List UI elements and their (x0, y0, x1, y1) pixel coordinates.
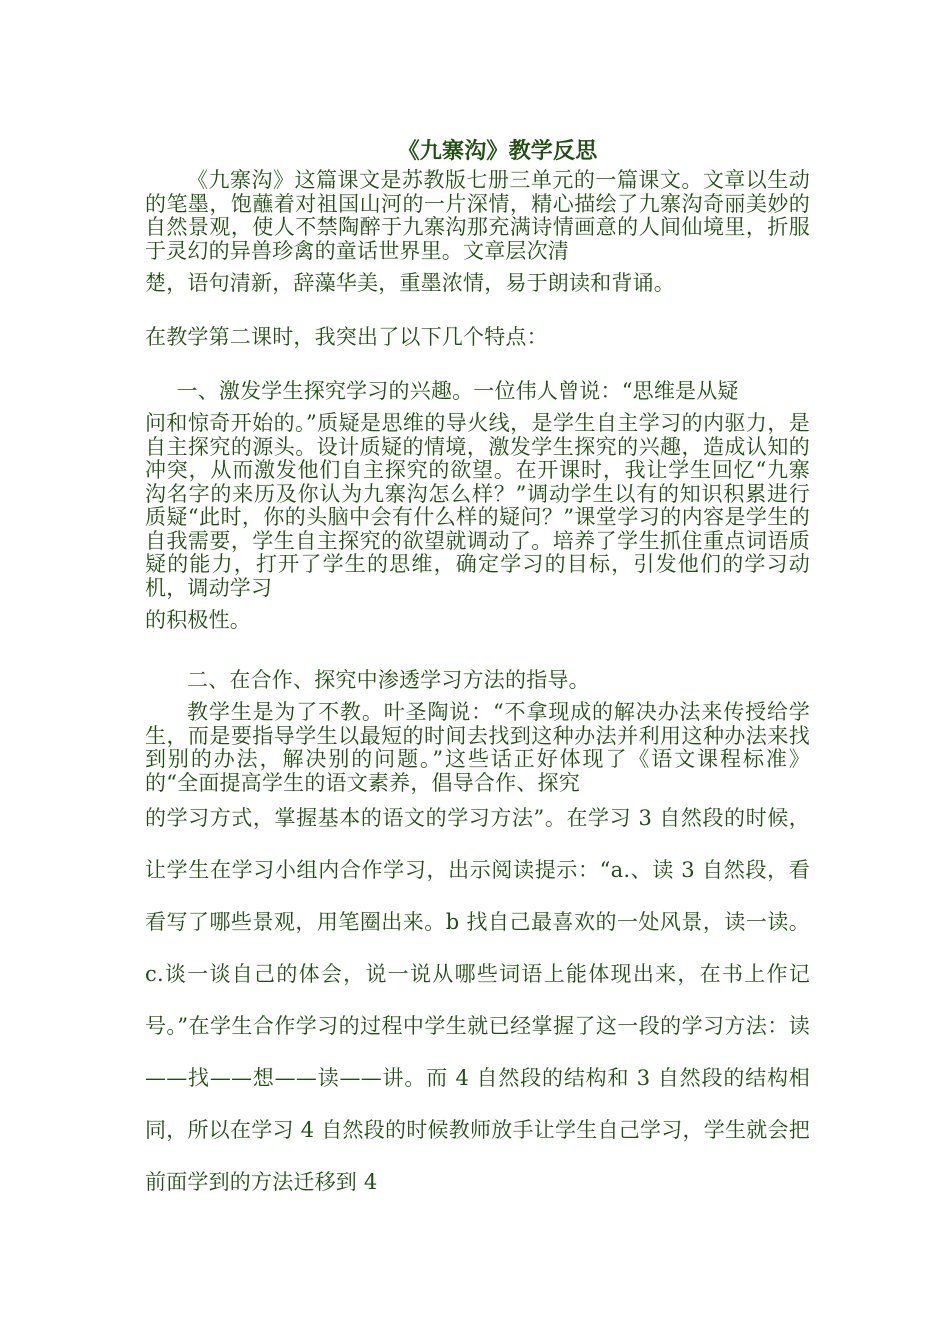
paragraph-point-one-end: 的积极性。 (145, 608, 251, 632)
paragraph-point-one-heading: 一、激发学生探究学习的兴趣。一位伟人曾说：“思维是从疑 (176, 379, 739, 403)
document-body (145, 133, 810, 1208)
paragraph-intro-continued: 楚，语句清新，辞藻华美，重墨浓情，易于朗读和背诵。 (145, 271, 675, 295)
paragraph-point-two-methods: 的学习方式，掌握基本的语文的学习方法”。在学习 3 自然段的时候，让学生在学习小组内合作学习，出示阅读提示：“a.、读 3 自然段，看看写了哪些景观，用笔圈出来。b 找自己最喜欢的一处风景，读一读。c.谈一谈自己的体会，说一说从哪些词语上能体现出来，在书上作记号。”在学生合作学习的过程中学生就已经掌握了这一段的学习方法：读——找——想——读——讲。而 4 自然段的结构和 3 自然段的结构相同，所以在学习 4 自然段的时候教师放手让学生自己学习，学生就会把前面学到的方法迁移到 4 (145, 806, 810, 1194)
paragraph-point-two-body: 教学生是为了不教。叶圣陶说：“不拿现成的解决办法来传授给学生，而是要指导学生以最短的时间去找到这种办法并利用这种办法来找到别的办法，解决别的问题。”这些话正好体现了《语文课程标准》的“全面提高学生的语文素养，倡导合作、探究 (145, 700, 810, 795)
paragraph-point-two-heading: 二、在合作、探究中渗透学习方法的指导。 (187, 668, 590, 692)
paragraph-lesson-intro: 在教学第二课时，我突出了以下几个特点： (145, 325, 548, 349)
paragraph-intro: 《九寨沟》这篇课文是苏教版七册三单元的一篇课文。文章以生动的笔墨，饱蘸着对祖国山河的一片深情，精心描绘了九寨沟奇丽美妙的自然景观，使人不禁陶醉于九寨沟那充满诗情画意的人间仙境里，折服于灵幻的异兽珍禽的童话世界里。文章层次清 (145, 168, 810, 263)
document-title: 《九寨沟》教学反思 (397, 138, 598, 164)
paragraph-point-one-body: 问和惊奇开始的。”质疑是思维的导火线，是学生自主学习的内驱力，是自主探究的源头。设计质疑的情境，激发学生探究的兴趣，造成认知的冲突，从而激发他们自主探究的欲望。在开课时，我让学生回忆“九寨沟名字的来历及你认为九寨沟怎么样？”调动学生以有的知识积累进行质疑“此时，你的头脑中会有什么样的疑问？”课堂学习的内容是学生的自我需要，学生自主探究的欲望就调动了。培养了学生抓住重点词语质疑的能力，打开了学生的思维，确定学习的目标，引发他们的学习动机，调动学习 (145, 411, 810, 600)
